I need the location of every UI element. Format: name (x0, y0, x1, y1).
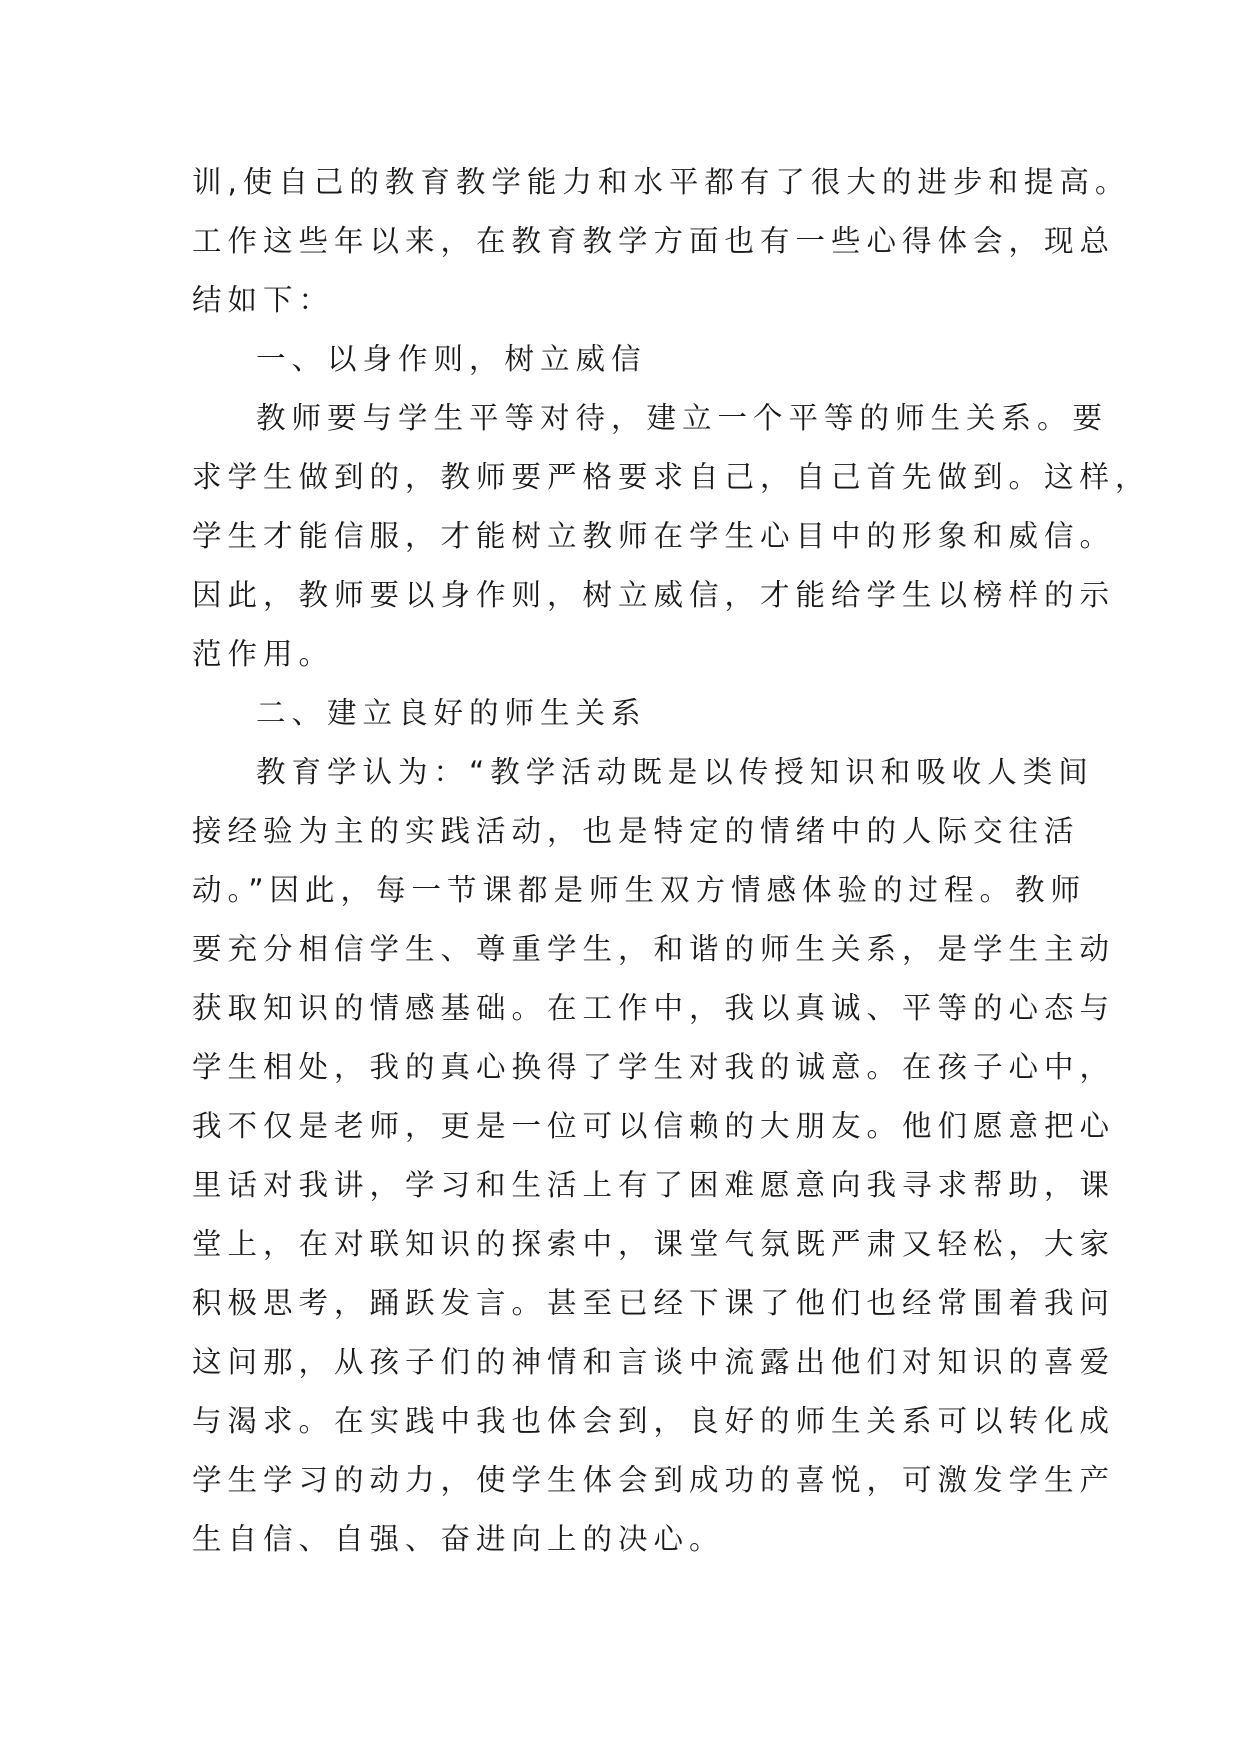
text-line: 范作用。 (192, 637, 335, 671)
text-line: 求学生做到的，教师要严格要求自己，自己首先做到。这样， (192, 460, 1151, 494)
text-line: 生自信、自强、奋进向上的决心。 (192, 1522, 725, 1556)
text-line: 要充分相信学生、尊重学生，和谐的师生关系，是学生主动 (192, 932, 1116, 966)
paragraph-start: 教育学认为：“教学活动既是以传授知识和吸收人类间 (256, 755, 1094, 789)
text-line: 工作这些年以来，在教育教学方面也有一些心得体会，现总 (192, 224, 1116, 258)
text-line: 我不仅是老师，更是一位可以信赖的大朋友。他们愿意把心 (192, 1109, 1116, 1143)
text-line: 动。”因此，每一节课都是师生双方情感体验的过程。教师 (192, 873, 1087, 907)
text-line: 训,使自己的教育教学能力和水平都有了很大的进步和提高。 (192, 165, 1131, 199)
section-heading-1: 一、以身作则，树立威信 (256, 342, 647, 376)
section-heading-2: 二、建立良好的师生关系 (256, 696, 647, 730)
text-line: 因此，教师要以身作则，树立威信，才能给学生以榜样的示 (192, 578, 1116, 612)
body-text (192, 153, 1151, 1569)
text-line: 里话对我讲，学习和生活上有了困难愿意向我寻求帮助，课 (192, 1168, 1116, 1202)
text-line: 学生相处，我的真心换得了学生对我的诚意。在孩子心中， (192, 1050, 1116, 1084)
text-line: 获取知识的情感基础。在工作中，我以真诚、平等的心态与 (192, 991, 1116, 1025)
text-line: 积极思考，踊跃发言。甚至已经下课了他们也经常围着我问 (192, 1286, 1116, 1320)
text-line: 这问那，从孩子们的神情和言谈中流露出他们对知识的喜爱 (192, 1345, 1116, 1379)
text-line: 与渴求。在实践中我也体会到，良好的师生关系可以转化成 (192, 1404, 1116, 1438)
text-line: 学生才能信服，才能树立教师在学生心目中的形象和威信。 (192, 519, 1116, 553)
text-line: 堂上，在对联知识的探索中，课堂气氛既严肃又轻松，大家 (192, 1227, 1116, 1261)
text-line: 接经验为主的实践活动，也是特定的情绪中的人际交往活 (192, 814, 1080, 848)
paragraph-start: 教师要与学生平等对待，建立一个平等的师生关系。要 (256, 401, 1109, 435)
text-line: 学生学习的动力，使学生体会到成功的喜悦，可激发学生产 (192, 1463, 1116, 1497)
text-line: 结如下： (192, 283, 335, 317)
